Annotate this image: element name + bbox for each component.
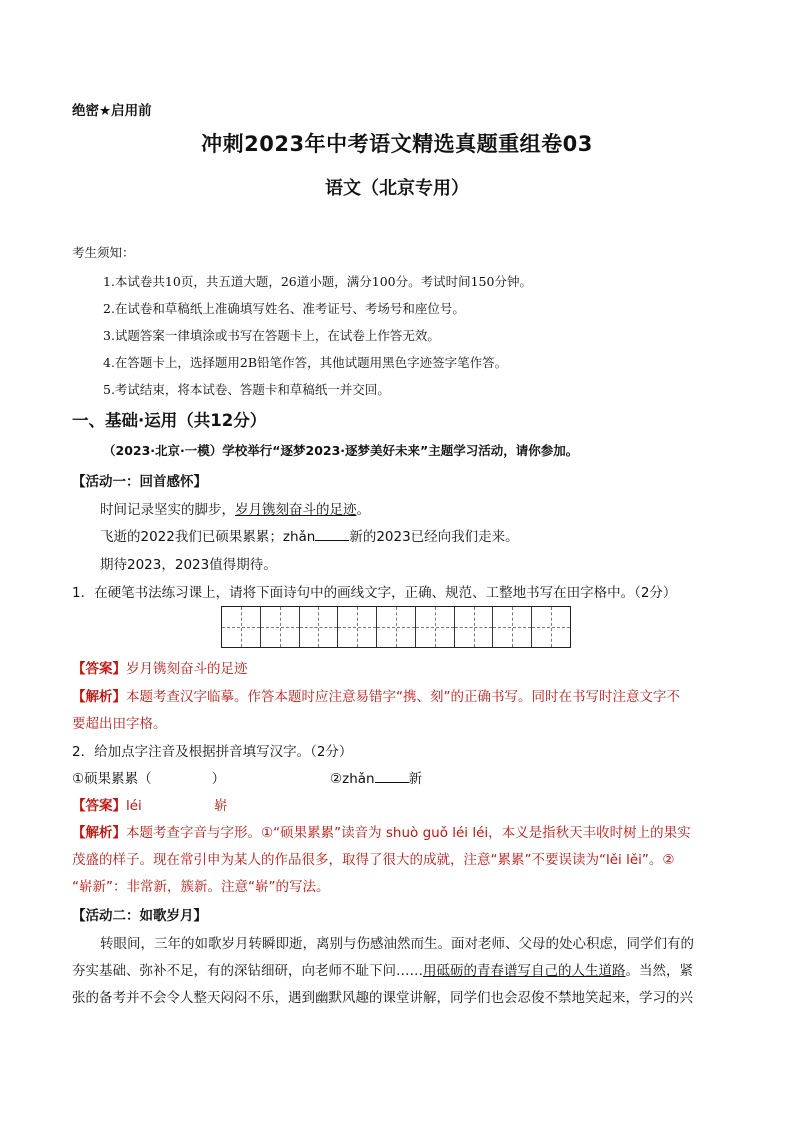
tianzige-cell[interactable] bbox=[493, 607, 532, 647]
notice-item: 1.本试卷共10页，共五道大题，26道小题，满分100分。考试时间150分钟。 bbox=[103, 274, 532, 289]
notice-item: 5.考试结束，将本试卷、答题卡和草稿纸一并交回。 bbox=[103, 382, 390, 397]
activity1-heading: 【活动一：回首感怀】 bbox=[72, 474, 207, 490]
q1-analysis-line-1 bbox=[72, 685, 680, 705]
secret-mark: 绝密★启用前 bbox=[72, 103, 152, 119]
q1-answer bbox=[72, 657, 248, 677]
q2-item-2-start: ②zhǎn bbox=[330, 771, 375, 787]
q2-analysis-line-2: 茂盛的样子。现在常引申为某人的作品很多，取得了很大的成就，注意“累累”不要误读为“lěi lěi”。② bbox=[72, 852, 675, 868]
underlined-text: 用砥砺的青春谱写自己的人生道路 bbox=[423, 963, 626, 979]
passage-line-2 bbox=[72, 959, 693, 979]
q2-item-2 bbox=[330, 767, 422, 787]
section-intro: （2023·北京·一模）学校举行“逐梦2023·逐梦美好未来”主题学习活动，请你参加。 bbox=[103, 443, 579, 458]
notice-item: 2.在试卷和草稿纸上准确填写姓名、准考证号、考场号和座位号。 bbox=[103, 301, 465, 316]
passage-line-2-start: 夯实基础、弥补不足，有的深钻细研，向老师不耻下问…… bbox=[72, 963, 423, 979]
q2-answer bbox=[72, 794, 228, 814]
analysis-tag: 【解析】 bbox=[72, 825, 126, 841]
fill-blank[interactable] bbox=[375, 782, 409, 783]
activity2-heading: 【活动二：如歌岁月】 bbox=[72, 908, 207, 924]
q2-analysis-line-1 bbox=[72, 821, 691, 841]
q2-item-2-end: 新 bbox=[408, 771, 423, 787]
notice-heading: 考生须知： bbox=[72, 245, 135, 260]
answer-1: léi bbox=[126, 798, 142, 814]
tianzige-cell[interactable] bbox=[416, 607, 455, 647]
answer-text: 岁月镌刻奋斗的足迹 bbox=[126, 661, 248, 677]
answer-tag: 【答案】 bbox=[72, 798, 126, 814]
question-2-stem: 2．给加点字注音及根据拼音填写汉字。（2分） bbox=[72, 744, 353, 760]
poem-line-1-end: 。 bbox=[356, 502, 370, 518]
poem-line-2-start: 飞逝的2022我们已硕果累累；zhǎn bbox=[100, 529, 316, 545]
tianzige-cell[interactable] bbox=[377, 607, 416, 647]
q2-analysis-line-3: “崭新”：非常新，簇新。注意“崭”的写法。 bbox=[72, 879, 330, 895]
analysis-text: 本题考查汉字临摹。作答本题时应注意易错字“携、刻”的正确书写。同时在书写时注意文字不 bbox=[126, 689, 680, 705]
analysis-tag: 【解析】 bbox=[72, 689, 126, 705]
q1-analysis-line-2: 要超出田字格。 bbox=[72, 716, 167, 732]
tianzige-grid[interactable] bbox=[221, 606, 571, 648]
notice-item: 3.试题答案一律填涂或书写在答题卡上，在试卷上作答无效。 bbox=[103, 328, 440, 343]
exam-title: 冲刺2023年中考语文精选真题重组卷03 bbox=[201, 132, 593, 156]
tianzige-cell[interactable] bbox=[261, 607, 300, 647]
passage-line-3: 张的备考并不会令人整天闷闷不乐，遇到幽默风趣的课堂讲解，同学们也会忍俊不禁地笑起来，学习的兴 bbox=[72, 990, 693, 1006]
passage-line-1: 转眼间，三年的如歌岁月转瞬即逝，离别与伤感油然而生。面对老师、父母的处心积虑，同学们有的 bbox=[100, 936, 694, 952]
poem-line-2 bbox=[100, 525, 519, 545]
tianzige-cell[interactable] bbox=[300, 607, 339, 647]
tianzige-cell[interactable] bbox=[455, 607, 494, 647]
fill-blank[interactable] bbox=[315, 540, 349, 541]
q2-item-1-start: ①硕果累累（ bbox=[72, 771, 152, 787]
answer-tag: 【答案】 bbox=[72, 661, 126, 677]
poem-line-2-end: 新的2023已经向我们走来。 bbox=[349, 529, 519, 545]
poem-line-1 bbox=[100, 498, 370, 518]
analysis-text: 本题考查字音与字形。①“硕果累累”读音为 shuò guǒ léi léi，本义是指秋天丰收时树上的果实 bbox=[126, 825, 691, 841]
notice-item: 4.在答题卡上，选择题用2B铅笔作答，其他试题用黑色字迹签字笔作答。 bbox=[103, 355, 508, 370]
underlined-text: 岁月镌刻奋斗的足迹 bbox=[235, 502, 357, 518]
q2-item-1 bbox=[72, 767, 225, 787]
tianzige-cell[interactable] bbox=[338, 607, 377, 647]
poem-line-3: 期待2023，2023值得期待。 bbox=[100, 557, 277, 573]
answer-2: 崭 bbox=[214, 798, 228, 814]
tianzige-cell[interactable] bbox=[222, 607, 261, 647]
question-1-stem: 1．在硬笔书法练习课上，请将下面诗句中的画线文字，正确、规范、工整地书写在田字格中。（2分） bbox=[72, 585, 677, 601]
exam-subtitle: 语文（北京专用） bbox=[325, 178, 469, 199]
poem-line-1-start: 时间记录坚实的脚步， bbox=[100, 502, 235, 518]
passage-line-2-end: 。当然，紧 bbox=[625, 963, 693, 979]
tianzige-cell[interactable] bbox=[532, 607, 570, 647]
section-heading: 一、基础·运用（共12分） bbox=[72, 411, 267, 430]
q2-item-1-end: ） bbox=[211, 771, 226, 787]
